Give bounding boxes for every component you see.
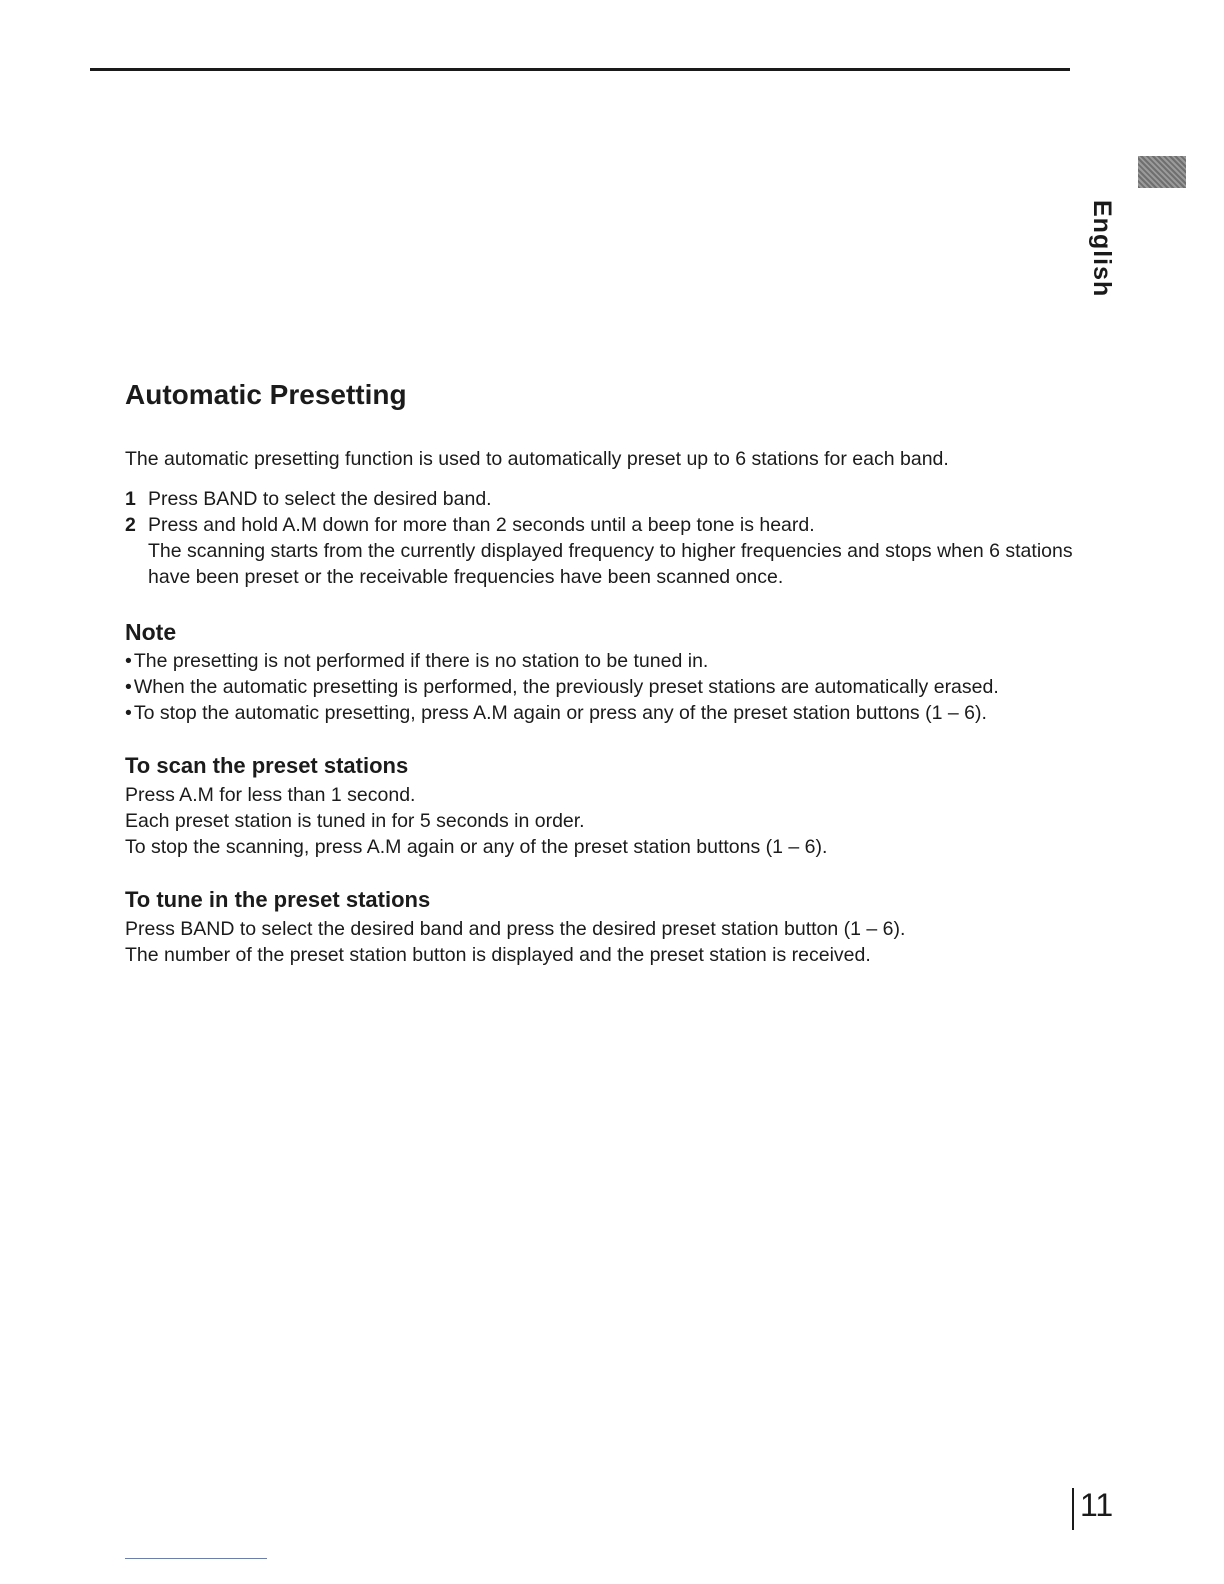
- page-number: 11: [1072, 1488, 1113, 1530]
- scan-line: Press A.M for less than 1 second.: [125, 784, 416, 806]
- note-list: [125, 648, 1085, 726]
- step-detail: The scanning starts from the currently displayed frequency to higher frequencies and stops when 6 stations have been preset or the receivable frequencies have been scanned once.: [148, 540, 1073, 588]
- intro-paragraph: The automatic presetting function is used to automatically preset up to 6 stations for each band.: [125, 448, 949, 470]
- language-tab-label: English: [1088, 200, 1116, 298]
- tune-heading: To tune in the preset stations: [125, 887, 431, 912]
- scan-line: Each preset station is tuned in for 5 seconds in order.: [125, 810, 585, 832]
- step-text: Press and hold A.M down for more than 2 seconds until a beep tone is heard.: [148, 514, 815, 536]
- scan-line: To stop the scanning, press A.M again or any of the preset station buttons (1 – 6).: [125, 836, 828, 858]
- step-number: 2: [125, 514, 136, 536]
- tune-line: The number of the preset station button is displayed and the preset station is received.: [125, 944, 871, 966]
- scan-heading: To scan the preset stations: [125, 753, 409, 778]
- note-item: • When the automatic presetting is performed, the previously preset stations are automatically erased.: [125, 674, 1085, 700]
- step-text: Press BAND to select the desired band.: [148, 488, 492, 510]
- footer-rule: [125, 1558, 267, 1559]
- tune-line: Press BAND to select the desired band and press the desired preset station button (1 – 6).: [125, 918, 906, 940]
- note-item: • The presetting is not performed if there is no station to be tuned in.: [125, 648, 1085, 674]
- scan-section: [125, 752, 1085, 860]
- step-list: [125, 486, 1085, 590]
- header-rule: [90, 68, 1070, 71]
- tune-section: [125, 886, 1085, 968]
- note-item: • To stop the automatic presetting, press A.M again or press any of the preset station buttons (1 – 6).: [125, 700, 1085, 726]
- step-item: [125, 486, 1085, 512]
- note-heading: Note: [125, 619, 177, 645]
- language-tab-marker: [1138, 156, 1186, 188]
- main-content: [125, 378, 1085, 994]
- step-number: 1: [125, 488, 136, 510]
- page-title: Automatic Presetting: [125, 379, 407, 410]
- step-item: [125, 512, 1085, 590]
